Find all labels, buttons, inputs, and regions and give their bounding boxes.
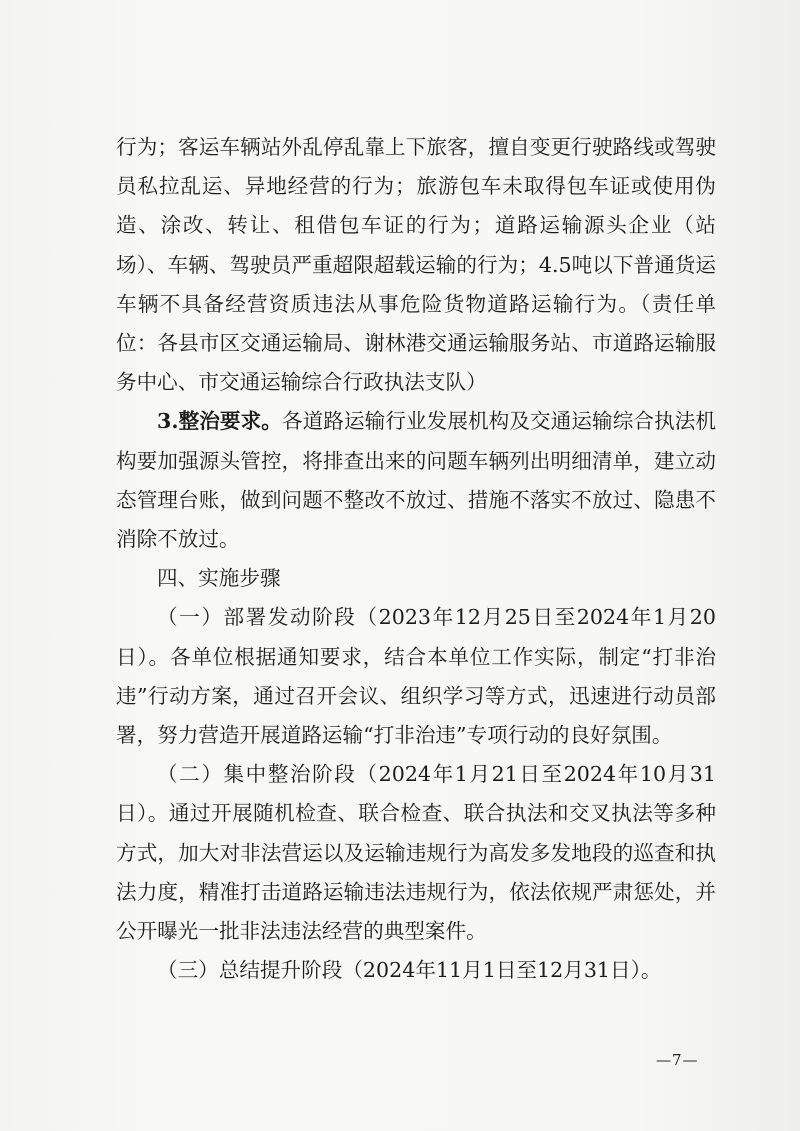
rectification-label: 3.整治要求。 — [157, 409, 282, 434]
paragraph-violations: 行为；客运车辆站外乱停乱靠上下旅客，擅自变更行驶路线或驾驶员私拉乱运、异地经营的行为；旅游包车未取得包车证或使用伪造、涂改、转让、租借包车证的行为；道路运输源头企业（站场）、车辆、驾驶员严重超限超载运输的行为；4.5吨以下普通货运车辆不具备经营资质违法从事危险货物道路运输行为。（责任单位：各县市区交通运输局、谢林港交通运输服务站、市道路运输服务中心、市交通运输综合行政执法支队） — [116, 135, 716, 395]
section-heading-implementation: 四、实施步骤 — [157, 566, 281, 591]
paragraph-stage-3: （三）总结提升阶段（2024年11月1日至12月31日）。 — [157, 958, 662, 983]
page-number: —7— — [656, 1051, 699, 1069]
paragraph-stage-2: （二）集中整治阶段（2024年1月21日至2024年10月31日）。通过开展随机检查、联合检查、联合执法和交叉执法等多种方式，加大对非法营运以及运输违规行为高发多发地段的巡查和执法力度，精准打击道路运输违法违规行为，依法依规严肃惩处，并公开曝光一批非法违法经营的典型案件。 — [116, 762, 716, 944]
paragraph-rectification — [116, 402, 716, 559]
paragraph-stage-1: （一）部署发动阶段（2023年12月25日至2024年1月20日）。各单位根据通知要求，结合本单位工作实际，制定“打非治违”行动方案，通过召开会议、组织学习等方式，迅速进行动员部署，努力营造开展道路运输“打非治违”专项行动的良好氛围。 — [116, 605, 716, 748]
body-text — [116, 128, 716, 990]
rectification-body: 各道路运输行业发展机构及交通运输综合执法机构要加强源头管控，将排查出来的问题车辆列出明细清单，建立动态管理台账，做到问题不整改不放过、措施不落实不放过、隐患不消除不放过。 — [116, 409, 717, 552]
